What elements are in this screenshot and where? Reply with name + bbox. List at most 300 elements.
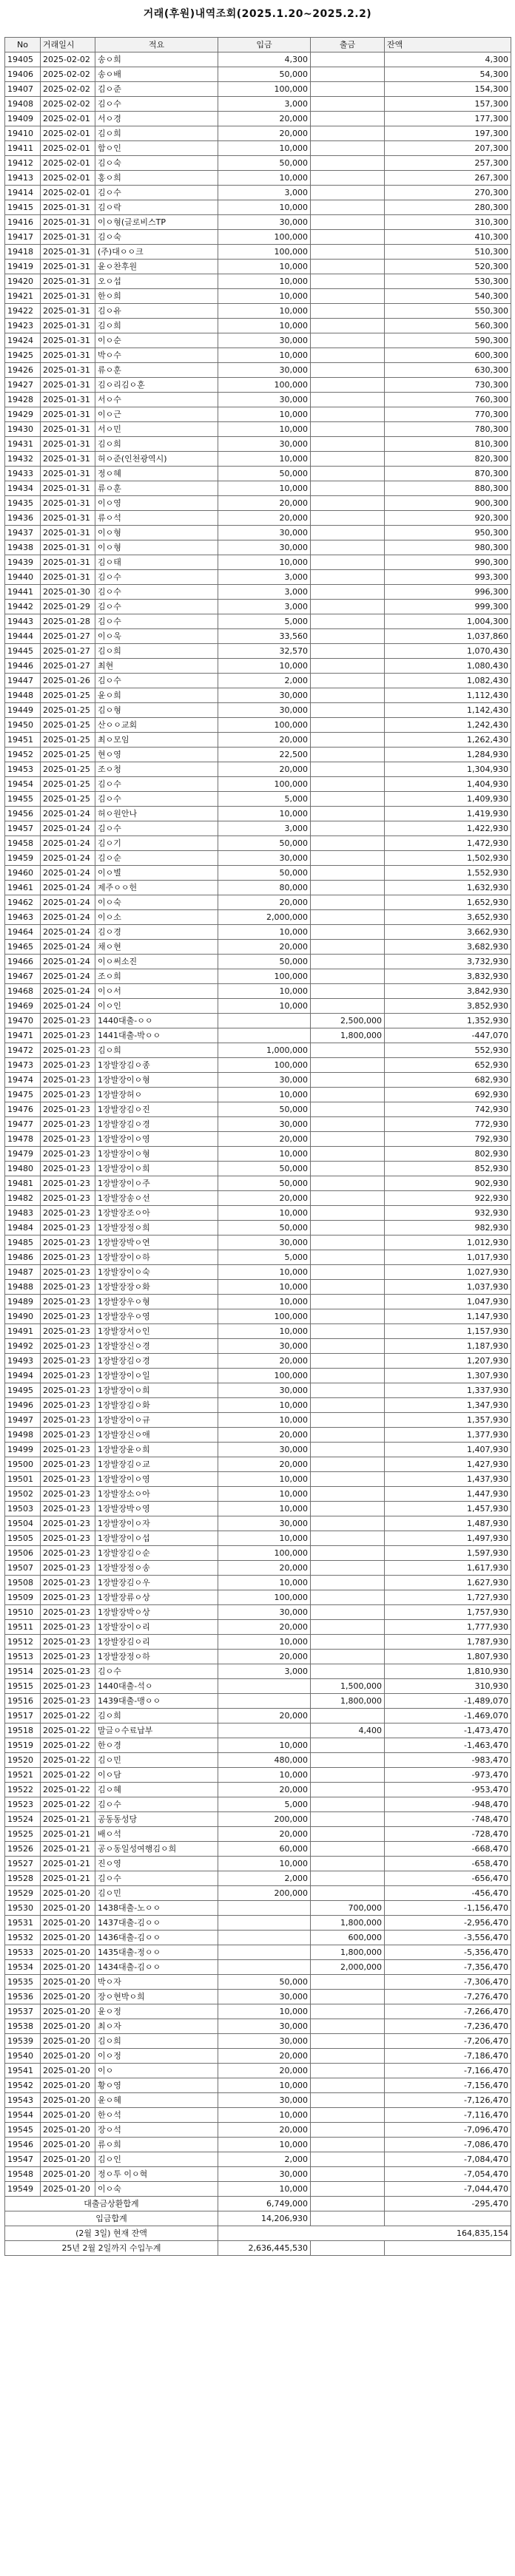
- cell-no: 19437: [5, 526, 41, 540]
- cell-out: [311, 2093, 385, 2108]
- cell-desc: 류ㅇ훈: [95, 481, 218, 496]
- cell-in: 30,000: [218, 1443, 311, 1457]
- cell-in: 480,000: [218, 1753, 311, 1768]
- cell-no: 19497: [5, 1413, 41, 1428]
- cell-no: 19545: [5, 2123, 41, 2138]
- cell-in: 20,000: [218, 1620, 311, 1635]
- cell-in: 20,000: [218, 1354, 311, 1369]
- cell-desc: 김ㅇ경: [95, 925, 218, 940]
- cell-date: 2025-01-21: [41, 1827, 95, 1842]
- cell-balance: 1,142,430: [385, 703, 511, 718]
- cell-in: 20,000: [218, 1561, 311, 1576]
- cell-out: [311, 1472, 385, 1487]
- cell-date: 2025-01-31: [41, 274, 95, 289]
- table-row: [5, 1280, 511, 1295]
- table-row: [5, 1590, 511, 1605]
- cell-no: 19413: [5, 171, 41, 186]
- cell-out: 1,500,000: [311, 1679, 385, 1694]
- cell-no: 19496: [5, 1398, 41, 1413]
- cell-no: 19427: [5, 378, 41, 393]
- cell-balance: 760,300: [385, 393, 511, 407]
- cell-desc: 김ㅇ수: [95, 792, 218, 807]
- cell-balance: 1,810,930: [385, 1664, 511, 1679]
- cell-no: 19544: [5, 2108, 41, 2123]
- cell-no: 19472: [5, 1043, 41, 1058]
- cell-out: [311, 1812, 385, 1827]
- cell-in: 50,000: [218, 836, 311, 851]
- table-row: [5, 881, 511, 895]
- cell-out: [311, 1043, 385, 1058]
- cell-date: 2025-01-23: [41, 1694, 95, 1709]
- cell-out: [311, 1827, 385, 1842]
- cell-in: 20,000: [218, 1827, 311, 1842]
- table-row: [5, 156, 511, 171]
- cell-date: 2025-01-23: [41, 1309, 95, 1324]
- table-row: [5, 1073, 511, 1088]
- cell-desc: 1장발장김ㅇ화: [95, 1398, 218, 1413]
- cell-out: [311, 600, 385, 614]
- cell-desc: 1장발장이ㅇ규: [95, 1413, 218, 1428]
- cell-out: [311, 1709, 385, 1723]
- cell-date: 2025-01-31: [41, 526, 95, 540]
- summary-income-row: [5, 2211, 511, 2226]
- table-row: [5, 600, 511, 614]
- cell-desc: 김ㅇ순: [95, 851, 218, 866]
- cell-out: [311, 1147, 385, 1162]
- cell-out: [311, 1990, 385, 2004]
- table-row: [5, 940, 511, 955]
- cell-date: 2025-01-31: [41, 230, 95, 245]
- cell-desc: 1장발장우ㅇ영: [95, 1309, 218, 1324]
- table-row: [5, 703, 511, 718]
- cell-date: 2025-01-24: [41, 866, 95, 881]
- table-row: [5, 1176, 511, 1191]
- cell-desc: 1장발장류ㅇ상: [95, 1590, 218, 1605]
- table-row: [5, 437, 511, 452]
- cell-in: 2,000,000: [218, 910, 311, 925]
- cell-desc: 최현: [95, 659, 218, 674]
- cell-out: [311, 2004, 385, 2019]
- cell-in: 30,000: [218, 688, 311, 703]
- table-row: [5, 2138, 511, 2152]
- cell-balance: 177,300: [385, 112, 511, 126]
- cell-desc: 김ㅇ수: [95, 1664, 218, 1679]
- cell-out: [311, 910, 385, 925]
- table-row: [5, 1842, 511, 1857]
- table-row: [5, 1221, 511, 1236]
- cell-date: 2025-01-22: [41, 1753, 95, 1768]
- cell-date: 2025-01-23: [41, 1620, 95, 1635]
- table-row: [5, 1931, 511, 1945]
- cell-date: 2025-01-31: [41, 304, 95, 319]
- cell-out: [311, 1413, 385, 1428]
- cell-no: 19535: [5, 1975, 41, 1990]
- cell-desc: 1440대출-석ㅇ: [95, 1679, 218, 1694]
- cell-in: 1,000,000: [218, 1043, 311, 1058]
- cell-balance: 922,930: [385, 1191, 511, 1206]
- cell-no: 19458: [5, 836, 41, 851]
- cell-out: [311, 1783, 385, 1797]
- cell-balance: 310,930: [385, 1679, 511, 1694]
- table-row: [5, 1635, 511, 1650]
- cell-no: 19422: [5, 304, 41, 319]
- cell-balance: 652,930: [385, 1058, 511, 1073]
- cell-out: [311, 1295, 385, 1309]
- cell-in: 4,300: [218, 52, 311, 67]
- table-row: [5, 1516, 511, 1531]
- cell-balance: 1,017,930: [385, 1250, 511, 1265]
- cell-in: 10,000: [218, 1265, 311, 1280]
- cell-date: 2025-01-23: [41, 1650, 95, 1664]
- cell-date: 2025-01-31: [41, 511, 95, 526]
- cell-desc: 1장발장김ㅇ종: [95, 1058, 218, 1073]
- cell-date: 2025-01-20: [41, 1975, 95, 1990]
- table-row: [5, 1975, 511, 1990]
- cell-out: [311, 378, 385, 393]
- cell-date: 2025-01-23: [41, 1043, 95, 1058]
- table-row: [5, 1561, 511, 1576]
- cell-in: 50,000: [218, 1176, 311, 1191]
- table-row: [5, 126, 511, 141]
- cell-out: 1,800,000: [311, 1028, 385, 1043]
- cell-balance: 1,187,930: [385, 1339, 511, 1354]
- cell-no: 19453: [5, 762, 41, 777]
- cell-no: 19513: [5, 1650, 41, 1664]
- cell-in: 10,000: [218, 807, 311, 821]
- cell-in: 10,000: [218, 407, 311, 422]
- cell-no: 19423: [5, 319, 41, 333]
- table-row: [5, 1014, 511, 1028]
- cell-desc: 함ㅇ인: [95, 141, 218, 156]
- cell-in: 100,000: [218, 230, 311, 245]
- cell-no: 19464: [5, 925, 41, 940]
- cell-desc: 이ㅇ인: [95, 999, 218, 1014]
- cell-in: 10,000: [218, 452, 311, 467]
- table-row: [5, 1147, 511, 1162]
- cell-in: 100,000: [218, 1058, 311, 1073]
- cell-desc: 채ㅇ현: [95, 940, 218, 955]
- cell-balance: 1,617,930: [385, 1561, 511, 1576]
- cell-no: 19445: [5, 644, 41, 659]
- cell-no: 19457: [5, 821, 41, 836]
- yearly-value: 2,636,445,530: [218, 2241, 311, 2256]
- cell-out: [311, 2049, 385, 2064]
- cell-no: 19533: [5, 1945, 41, 1960]
- cell-out: [311, 659, 385, 674]
- table-row: [5, 659, 511, 674]
- balance-label: (2월 3일) 현재 잔액: [5, 2226, 218, 2241]
- cell-out: [311, 2034, 385, 2049]
- cell-balance: -973,470: [385, 1768, 511, 1783]
- table-row: [5, 2004, 511, 2019]
- cell-date: 2025-01-22: [41, 1738, 95, 1753]
- cell-out: [311, 733, 385, 748]
- cell-date: 2025-02-01: [41, 156, 95, 171]
- cell-balance: 1,552,930: [385, 866, 511, 881]
- cell-no: 19424: [5, 333, 41, 348]
- cell-out: [311, 1487, 385, 1502]
- table-row: [5, 304, 511, 319]
- cell-no: 19542: [5, 2078, 41, 2093]
- cell-no: 19443: [5, 614, 41, 629]
- cell-in: 50,000: [218, 67, 311, 82]
- table-row: [5, 407, 511, 422]
- cell-no: 19515: [5, 1679, 41, 1694]
- cell-in: [218, 1931, 311, 1945]
- cell-in: 30,000: [218, 540, 311, 555]
- cell-date: 2025-01-29: [41, 600, 95, 614]
- cell-out: 2,000,000: [311, 1960, 385, 1975]
- cell-date: 2025-01-20: [41, 2049, 95, 2064]
- cell-balance: 270,300: [385, 186, 511, 200]
- cell-balance: 1,337,930: [385, 1383, 511, 1398]
- cell-desc: 김ㅇ수: [95, 614, 218, 629]
- cell-date: 2025-01-20: [41, 1916, 95, 1931]
- cell-desc: 1장발장정ㅇ송: [95, 1561, 218, 1576]
- cell-balance: 520,300: [385, 260, 511, 274]
- cell-in: 10,000: [218, 1206, 311, 1221]
- cell-out: [311, 1206, 385, 1221]
- cell-in: 30,000: [218, 437, 311, 452]
- cell-desc: 김ㅇ희: [95, 2034, 218, 2049]
- cell-desc: 1장발장김ㅇ순: [95, 1546, 218, 1561]
- cell-date: 2025-01-24: [41, 984, 95, 999]
- cell-out: [311, 1265, 385, 1280]
- cell-out: [311, 1324, 385, 1339]
- cell-in: 20,000: [218, 762, 311, 777]
- table-row: [5, 1383, 511, 1398]
- cell-balance: 267,300: [385, 171, 511, 186]
- cell-in: 3,000: [218, 600, 311, 614]
- cell-no: 19525: [5, 1827, 41, 1842]
- cell-balance: -7,044,470: [385, 2182, 511, 2197]
- table-row: [5, 1457, 511, 1472]
- table-row: [5, 1960, 511, 1975]
- cell-balance: 1,082,430: [385, 674, 511, 688]
- cell-date: 2025-01-23: [41, 1635, 95, 1650]
- table-row: [5, 1738, 511, 1753]
- table-row: [5, 792, 511, 807]
- cell-no: 19491: [5, 1324, 41, 1339]
- cell-in: 30,000: [218, 1117, 311, 1132]
- cell-no: 19499: [5, 1443, 41, 1457]
- cell-out: [311, 1857, 385, 1871]
- table-row: [5, 481, 511, 496]
- table-row: [5, 1694, 511, 1709]
- cell-balance: 3,662,930: [385, 925, 511, 940]
- cell-desc: 김ㅇ수: [95, 600, 218, 614]
- cell-desc: 오ㅇ섭: [95, 274, 218, 289]
- table-row: [5, 674, 511, 688]
- cell-balance: 600,300: [385, 348, 511, 363]
- cell-date: 2025-01-25: [41, 762, 95, 777]
- cell-date: 2025-01-23: [41, 1250, 95, 1265]
- cell-no: 19485: [5, 1236, 41, 1250]
- cell-desc: 김ㅇ숙: [95, 230, 218, 245]
- table-row: [5, 851, 511, 866]
- cell-in: 20,000: [218, 496, 311, 511]
- cell-desc: 송ㅇ희: [95, 52, 218, 67]
- cell-out: [311, 171, 385, 186]
- cell-desc: 김ㅇ수: [95, 1797, 218, 1812]
- cell-balance: 3,832,930: [385, 969, 511, 984]
- cell-desc: 윤ㅇ혜: [95, 2093, 218, 2108]
- cell-balance: 993,300: [385, 570, 511, 585]
- cell-balance: 996,300: [385, 585, 511, 600]
- cell-no: 19519: [5, 1738, 41, 1753]
- cell-in: [218, 1901, 311, 1916]
- cell-no: 19487: [5, 1265, 41, 1280]
- cell-no: 19455: [5, 792, 41, 807]
- cell-out: [311, 1398, 385, 1413]
- cell-no: 19479: [5, 1147, 41, 1162]
- cell-balance: 982,930: [385, 1221, 511, 1236]
- cell-balance: 1,262,430: [385, 733, 511, 748]
- cell-date: 2025-01-20: [41, 2152, 95, 2167]
- cell-date: 2025-02-02: [41, 67, 95, 82]
- cell-no: 19421: [5, 289, 41, 304]
- cell-date: 2025-01-31: [41, 540, 95, 555]
- table-row: [5, 1605, 511, 1620]
- cell-out: [311, 333, 385, 348]
- cell-desc: 1장발장이ㅇ형: [95, 1147, 218, 1162]
- cell-no: 19494: [5, 1369, 41, 1383]
- cell-date: 2025-01-23: [41, 1117, 95, 1132]
- cell-no: 19428: [5, 393, 41, 407]
- cell-in: 5,000: [218, 792, 311, 807]
- cell-no: 19517: [5, 1709, 41, 1723]
- cell-in: 10,000: [218, 1487, 311, 1502]
- cell-date: 2025-02-01: [41, 171, 95, 186]
- cell-no: 19440: [5, 570, 41, 585]
- cell-balance: 880,300: [385, 481, 511, 496]
- cell-date: 2025-01-20: [41, 2093, 95, 2108]
- cell-no: 19532: [5, 1931, 41, 1945]
- cell-desc: 송ㅇ배: [95, 67, 218, 82]
- cell-out: [311, 807, 385, 821]
- cell-desc: 1장발장김ㅇ경: [95, 1354, 218, 1369]
- cell-balance: 1,037,930: [385, 1280, 511, 1295]
- cell-desc: 윤ㅇ희: [95, 688, 218, 703]
- table-row: [5, 836, 511, 851]
- cell-desc: 김ㅇ민: [95, 1886, 218, 1901]
- cell-in: 10,000: [218, 274, 311, 289]
- cell-out: [311, 1516, 385, 1531]
- cell-date: 2025-01-31: [41, 467, 95, 481]
- cell-date: 2025-01-25: [41, 688, 95, 703]
- cell-desc: 김ㅇ수: [95, 585, 218, 600]
- cell-date: 2025-01-23: [41, 1531, 95, 1546]
- cell-date: 2025-01-23: [41, 1383, 95, 1398]
- table-row: [5, 1117, 511, 1132]
- cell-date: 2025-01-20: [41, 1886, 95, 1901]
- table-row: [5, 393, 511, 407]
- cell-no: 19451: [5, 733, 41, 748]
- table-row: [5, 969, 511, 984]
- cell-desc: 1434대출-김ㅇㅇ: [95, 1960, 218, 1975]
- cell-no: 19470: [5, 1014, 41, 1028]
- cell-in: 10,000: [218, 1472, 311, 1487]
- cell-date: 2025-01-23: [41, 1354, 95, 1369]
- cell-desc: 김ㅇ형: [95, 703, 218, 718]
- cell-date: 2025-01-27: [41, 644, 95, 659]
- cell-no: 19518: [5, 1723, 41, 1738]
- cell-desc: 1장발장이ㅇ희: [95, 1383, 218, 1398]
- cell-in: 10,000: [218, 171, 311, 186]
- cell-in: 20,000: [218, 2049, 311, 2064]
- cell-desc: 1438대출-노ㅇㅇ: [95, 1901, 218, 1916]
- cell-no: 19534: [5, 1960, 41, 1975]
- cell-out: [311, 881, 385, 895]
- cell-desc: 1장발장이ㅇ희: [95, 1162, 218, 1176]
- cell-out: [311, 1768, 385, 1783]
- cell-out: [311, 1797, 385, 1812]
- cell-no: 19438: [5, 540, 41, 555]
- cell-out: [311, 141, 385, 156]
- cell-in: 100,000: [218, 378, 311, 393]
- cell-date: 2025-02-01: [41, 126, 95, 141]
- cell-out: [311, 1117, 385, 1132]
- cell-in: 100,000: [218, 1369, 311, 1383]
- cell-no: 19452: [5, 748, 41, 762]
- cell-date: 2025-01-31: [41, 481, 95, 496]
- page-title: 거래(후원)내역조회(2025.1.20~2025.2.2): [143, 8, 372, 20]
- cell-no: 19465: [5, 940, 41, 955]
- cell-date: 2025-01-20: [41, 1945, 95, 1960]
- cell-balance: 780,300: [385, 422, 511, 437]
- cell-desc: 김ㅇ희: [95, 319, 218, 333]
- cell-date: 2025-01-31: [41, 496, 95, 511]
- cell-out: [311, 52, 385, 67]
- table-row: [5, 762, 511, 777]
- cell-in: 10,000: [218, 2004, 311, 2019]
- cell-desc: 1장발장이ㅇ형: [95, 1073, 218, 1088]
- cell-in: 10,000: [218, 925, 311, 940]
- cell-balance: 1,157,930: [385, 1324, 511, 1339]
- cell-out: [311, 1738, 385, 1753]
- cell-no: 19527: [5, 1857, 41, 1871]
- loan-in: 6,749,000: [218, 2197, 311, 2211]
- cell-balance: 207,300: [385, 141, 511, 156]
- cell-date: 2025-01-20: [41, 2064, 95, 2078]
- cell-out: [311, 511, 385, 526]
- cell-no: 19482: [5, 1191, 41, 1206]
- cell-out: [311, 1088, 385, 1102]
- table-row: [5, 1413, 511, 1428]
- cell-in: 10,000: [218, 1502, 311, 1516]
- table-row: [5, 289, 511, 304]
- cell-no: 19483: [5, 1206, 41, 1221]
- cell-balance: -728,470: [385, 1827, 511, 1842]
- cell-date: 2025-02-02: [41, 82, 95, 97]
- cell-in: 30,000: [218, 2019, 311, 2034]
- cell-desc: 이ㅇ욱: [95, 629, 218, 644]
- cell-balance: 510,300: [385, 245, 511, 260]
- cell-out: [311, 126, 385, 141]
- cell-desc: 서ㅇ경: [95, 112, 218, 126]
- cell-out: [311, 1561, 385, 1576]
- cell-out: 1,800,000: [311, 1945, 385, 1960]
- cell-balance: 3,852,930: [385, 999, 511, 1014]
- cell-no: 19490: [5, 1309, 41, 1324]
- cell-out: [311, 1369, 385, 1383]
- cell-no: 19408: [5, 97, 41, 112]
- cell-in: 10,000: [218, 2182, 311, 2197]
- cell-out: [311, 452, 385, 467]
- table-row: [5, 1236, 511, 1250]
- cell-no: 19430: [5, 422, 41, 437]
- cell-balance: 1,787,930: [385, 1635, 511, 1650]
